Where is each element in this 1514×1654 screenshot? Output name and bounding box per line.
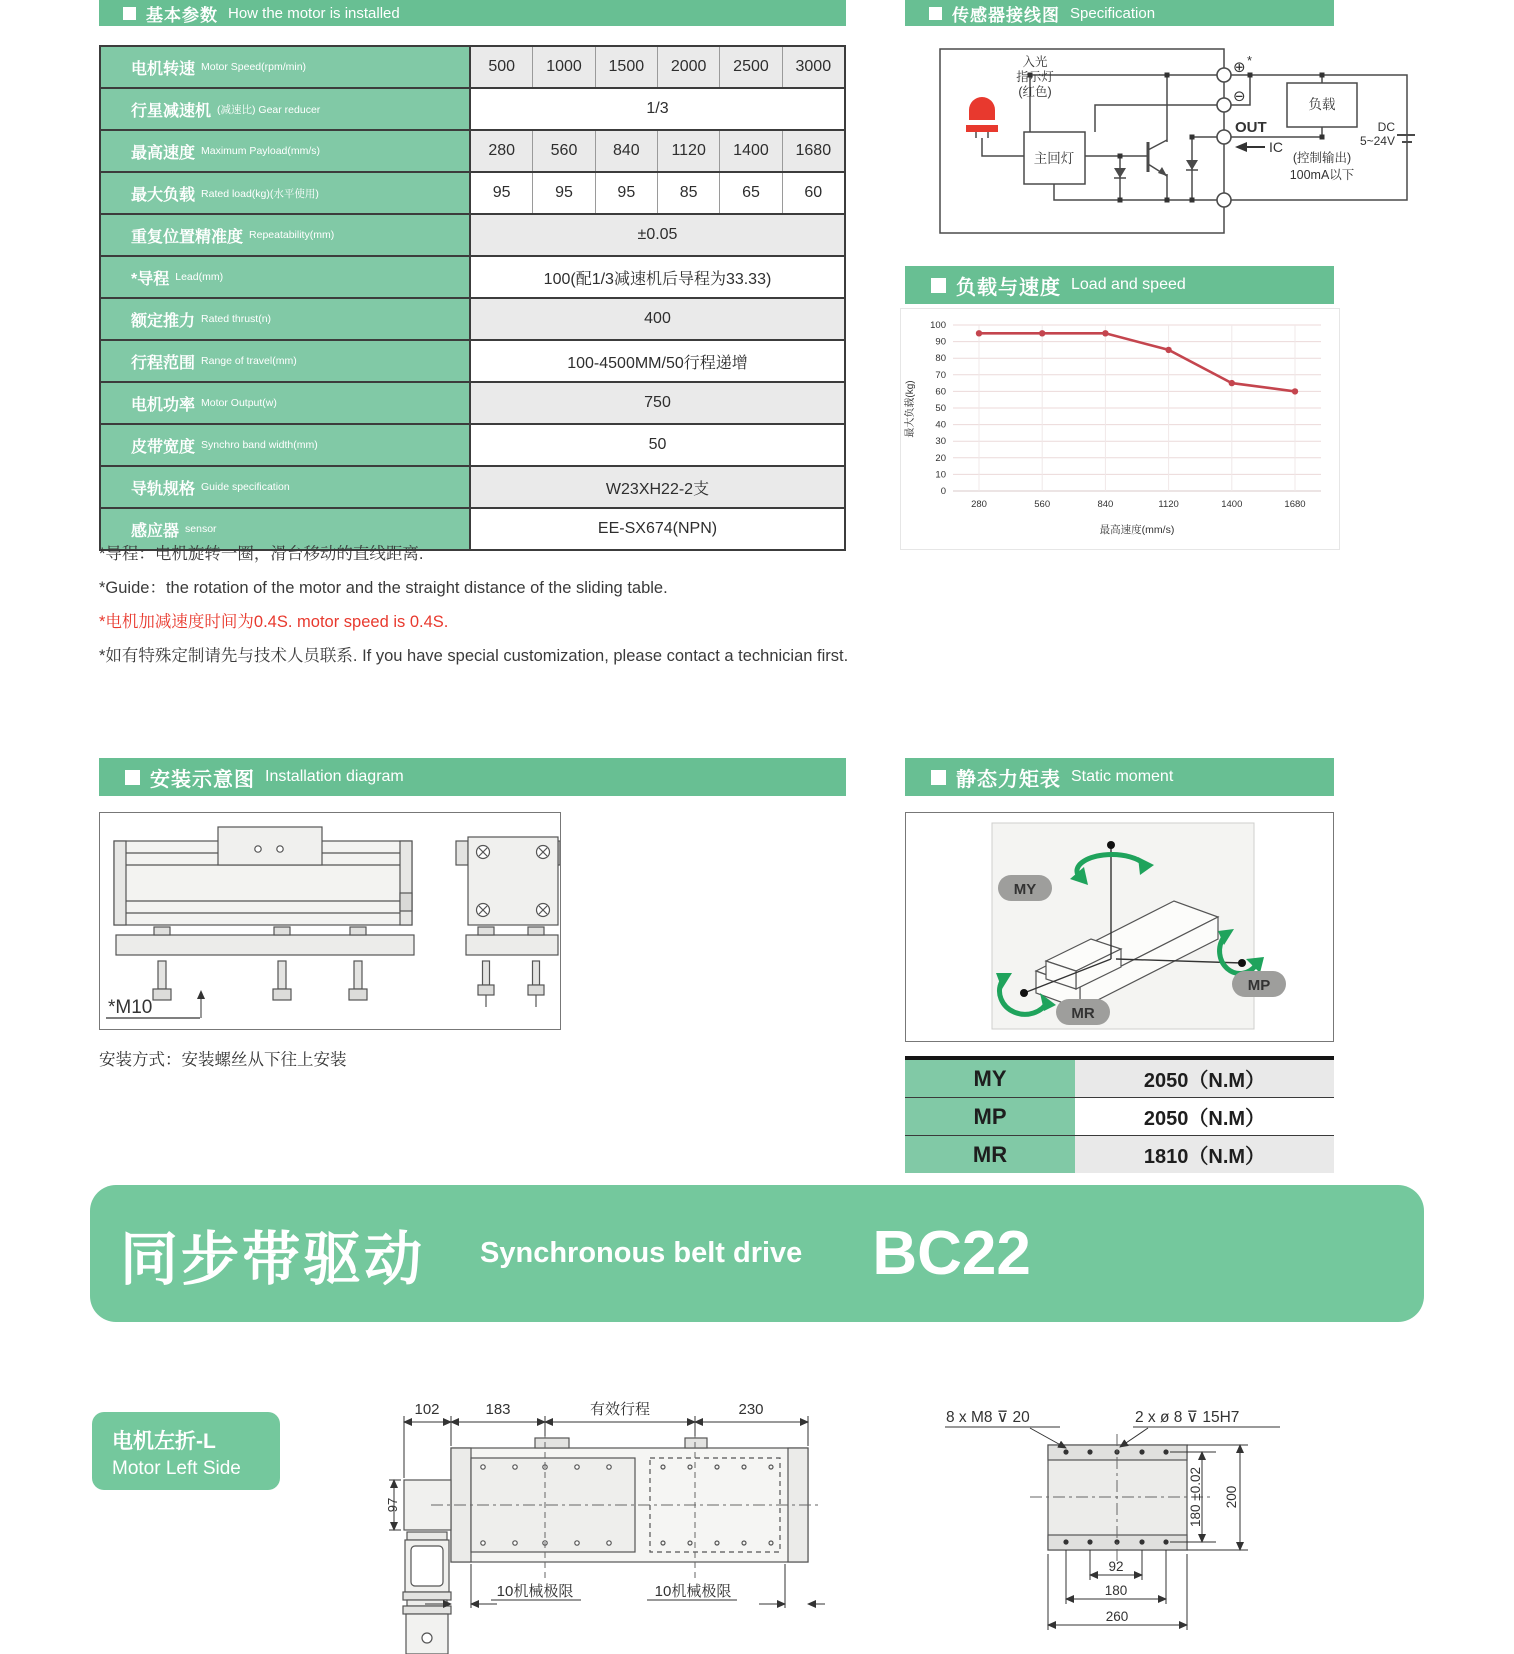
product-banner xyxy=(90,1185,1424,1322)
control-output-label: (控制输出) xyxy=(1292,151,1352,165)
spec-cell: 2000 xyxy=(658,47,720,87)
sensor-wiring-diagram xyxy=(935,40,1415,236)
mounting-plate-drawing xyxy=(880,1392,1310,1654)
spec-row-label: 感应器 sensor xyxy=(101,509,471,549)
led-label-line2: 指示灯 xyxy=(1016,70,1054,84)
note-line: *导程：电机旋转一圈，滑台移动的直线距离. xyxy=(99,545,424,563)
banner-model: BC22 xyxy=(872,1219,1031,1288)
dim-180: 180 xyxy=(1104,1583,1128,1598)
moment-table xyxy=(905,1056,1334,1173)
spec-cell: 1/3 xyxy=(471,89,844,129)
svg-text:560: 560 xyxy=(1034,499,1051,510)
svg-text:40: 40 xyxy=(935,419,946,431)
svg-text:20: 20 xyxy=(935,452,946,464)
top-view-drawing xyxy=(385,1392,825,1654)
section-title-zh: 负载与速度 xyxy=(956,276,1061,299)
dim-limit-right: 10机械极限 xyxy=(654,1583,732,1600)
spec-cell: 95 xyxy=(533,173,595,213)
voltage-label: 5~24V xyxy=(1359,134,1395,148)
out-label: OUT xyxy=(1235,119,1267,136)
m10-label: *M10 xyxy=(108,997,153,1018)
svg-text:280: 280 xyxy=(971,499,987,510)
spec-row-label: 电机功率 Motor Output(w) xyxy=(101,383,471,423)
svg-text:70: 70 xyxy=(935,369,946,381)
spec-cell: 50 xyxy=(471,425,844,465)
spec-cell: 280 xyxy=(471,131,533,171)
svg-text:1400: 1400 xyxy=(1221,499,1243,510)
current-limit-label: 100mA以下 xyxy=(1289,168,1355,182)
section-title-en: Specification xyxy=(1070,4,1156,22)
plus-terminal-label: ⊕ xyxy=(1233,59,1246,76)
asterisk-label: * xyxy=(1247,53,1253,68)
section-title-en: Load and speed xyxy=(1071,276,1186,293)
spec-row xyxy=(101,299,844,341)
section-bullet-icon xyxy=(931,770,946,785)
section-title-zh: 基本参数 xyxy=(146,5,218,25)
installation-diagram-box xyxy=(99,812,561,1030)
led-indicator-icon xyxy=(969,97,995,120)
spec-cell: 1000 xyxy=(533,47,595,87)
led-label-line1: 入光 xyxy=(1022,55,1048,69)
spec-row-label: 导轨规格 Guide specification xyxy=(101,467,471,507)
dim-200: 200 xyxy=(1224,1485,1239,1509)
spec-row-label: 行程范围 Range of travel(mm) xyxy=(101,341,471,381)
dim-230: 230 xyxy=(738,1401,764,1418)
mr-pill: MR xyxy=(1071,1005,1095,1022)
spec-row-label: 最高速度 Maximum Payload(mm/s) xyxy=(101,131,471,171)
spec-row-label: *导程 Lead(mm) xyxy=(101,257,471,297)
dim-180-tol: 180 ±0.02 xyxy=(1188,1467,1203,1527)
my-pill: MY xyxy=(1013,881,1037,898)
section-title-zh: 安装示意图 xyxy=(150,768,255,791)
spec-cell: 100-4500MM/50行程递增 xyxy=(471,341,844,381)
section-title-zh: 静态力矩表 xyxy=(956,768,1061,791)
spec-cell: 95 xyxy=(596,173,658,213)
spec-cell: 1120 xyxy=(658,131,720,171)
svg-text:80: 80 xyxy=(935,353,946,365)
spec-row xyxy=(101,131,844,173)
dim-97: 97 xyxy=(385,1497,400,1513)
svg-text:840: 840 xyxy=(1097,499,1114,510)
banner-title-zh: 同步带驱动 xyxy=(120,1226,426,1292)
minus-terminal-label: ⊖ xyxy=(1233,88,1246,105)
section-header-static-moment xyxy=(905,758,1334,796)
static-moment-diagram xyxy=(906,813,1333,1041)
spec-row-label: 皮带宽度 Synchro band width(mm) xyxy=(101,425,471,465)
section-title-zh: 传感器接线图 xyxy=(952,5,1060,25)
svg-text:90: 90 xyxy=(935,336,946,348)
moment-row xyxy=(905,1060,1334,1098)
spec-cell: 60 xyxy=(783,173,844,213)
spec-row-label: 额定推力 Rated thrust(n) xyxy=(101,299,471,339)
diode-icon xyxy=(1186,160,1198,170)
callout-m8: 8 x M8 ⊽ 20 xyxy=(946,1409,1030,1426)
section-header-sensor-wiring xyxy=(905,0,1334,26)
mp-pill: MP xyxy=(1247,977,1271,994)
note-line: *Guide：the rotation of the motor and the straight distance of the sliding table. xyxy=(99,579,668,597)
load-label: 负载 xyxy=(1308,97,1336,112)
static-moment-box xyxy=(905,812,1334,1042)
note-line: *如有特殊定制请先与技术人员联系. If you have special customization, please contact a technician first. xyxy=(99,647,849,665)
svg-text:1680: 1680 xyxy=(1284,499,1306,510)
installation-diagram xyxy=(100,813,560,1029)
section-title-en: How the motor is installed xyxy=(228,4,400,22)
spec-cell: 1500 xyxy=(596,47,658,87)
spec-cell: 560 xyxy=(533,131,595,171)
section-title-en: Installation diagram xyxy=(265,768,404,785)
spec-cell: 2500 xyxy=(720,47,782,87)
section-header-installation xyxy=(99,758,846,796)
dim-183: 183 xyxy=(485,1401,511,1418)
load-speed-chart xyxy=(901,309,1339,547)
moment-label: MR xyxy=(905,1136,1075,1173)
motor-elbow-block xyxy=(404,1480,451,1530)
svg-text:1120: 1120 xyxy=(1158,499,1179,510)
dim-92: 92 xyxy=(1108,1559,1124,1574)
spec-row xyxy=(101,173,844,215)
spec-cell: 840 xyxy=(596,131,658,171)
spec-row-label: 电机转速 Motor Speed(rpm/min) xyxy=(101,47,471,87)
ic-arrow-icon xyxy=(1235,142,1247,152)
svg-text:10: 10 xyxy=(935,469,946,481)
spec-row xyxy=(101,341,844,383)
spec-row xyxy=(101,89,844,131)
chart-ylabel: 最大负载(kg) xyxy=(905,380,916,438)
svg-text:0: 0 xyxy=(940,486,946,497)
spec-row xyxy=(101,215,844,257)
spec-cell: 400 xyxy=(471,299,844,339)
moment-label: MY xyxy=(905,1060,1075,1097)
motor-left-label-en: Motor Left Side xyxy=(112,1458,241,1479)
spec-cell: 3000 xyxy=(783,47,844,87)
section-header-basic-params xyxy=(99,0,846,26)
diode-icon xyxy=(1114,168,1126,178)
spec-table xyxy=(99,45,846,551)
spec-row xyxy=(101,383,844,425)
svg-text:50: 50 xyxy=(935,403,946,414)
spec-row-label: 最大负载 Rated load(kg)(水平使用) xyxy=(101,173,471,213)
moment-value: 2050（N.M） xyxy=(1075,1060,1334,1097)
dc-label: DC xyxy=(1377,120,1395,134)
spec-row xyxy=(101,467,844,509)
spec-cell: EE-SX674(NPN) xyxy=(471,509,844,549)
note-line: *电机加减速度时间为0.4S. motor speed is 0.4S. xyxy=(99,613,449,631)
spec-cell: ±0.05 xyxy=(471,215,844,255)
spec-cell: 1400 xyxy=(720,131,782,171)
moment-row xyxy=(905,1136,1334,1173)
section-header-load-speed xyxy=(905,266,1334,304)
motor-left-label-zh: 电机左折-L xyxy=(112,1430,216,1453)
dim-102: 102 xyxy=(414,1401,440,1418)
installation-caption: 安装方式：安装螺丝从下往上安装 xyxy=(99,1051,347,1069)
mounting-plate xyxy=(116,935,414,955)
moment-row xyxy=(905,1098,1334,1136)
spec-cell: 100(配1/3减速机后导程为33.33) xyxy=(471,257,844,297)
dim-260: 260 xyxy=(1105,1609,1129,1624)
spec-cell: 500 xyxy=(471,47,533,87)
moment-value: 2050（N.M） xyxy=(1075,1098,1334,1135)
banner-title-en: Synchronous belt drive xyxy=(480,1237,803,1269)
section-bullet-icon xyxy=(123,7,136,20)
spec-row-label: 行星减速机 (减速比) Gear reducer xyxy=(101,89,471,129)
led-label-line3: (红色) xyxy=(1018,85,1052,99)
section-title-en: Static moment xyxy=(1071,768,1174,785)
spec-cell: 750 xyxy=(471,383,844,423)
motor-left-label xyxy=(92,1412,280,1490)
spec-row xyxy=(101,47,844,89)
spec-cell: W23XH22-2支 xyxy=(471,467,844,507)
load-speed-chart-box xyxy=(900,308,1340,550)
svg-text:60: 60 xyxy=(935,386,946,398)
svg-text:100: 100 xyxy=(930,320,946,331)
dim-limit-left: 10机械极限 xyxy=(496,1583,574,1600)
section-bullet-icon xyxy=(931,278,946,293)
spec-cell: 95 xyxy=(471,173,533,213)
ic-label: IC xyxy=(1269,139,1283,155)
moment-label: MP xyxy=(905,1098,1075,1135)
section-bullet-icon xyxy=(929,7,942,20)
callout-dowel: 2 x ø 8 ⊽ 15H7 xyxy=(1135,1409,1240,1426)
chart-xlabel: 最高速度(mm/s) xyxy=(1099,524,1175,536)
moment-value: 1810（N.M） xyxy=(1075,1136,1334,1173)
spec-row xyxy=(101,425,844,467)
spec-row-label: 重复位置精准度 Repeatability(mm) xyxy=(101,215,471,255)
mounting-plate xyxy=(466,935,558,955)
spec-cell: 65 xyxy=(720,173,782,213)
main-lamp-label: 主回灯 xyxy=(1033,151,1075,166)
slider-block xyxy=(218,827,322,865)
spec-cell: 85 xyxy=(658,173,720,213)
mounting-bolts xyxy=(153,961,544,1007)
section-bullet-icon xyxy=(125,770,140,785)
spec-cell: 1680 xyxy=(783,131,844,171)
dim-stroke-label: 有效行程 xyxy=(589,1401,651,1418)
svg-text:30: 30 xyxy=(935,436,946,448)
spec-row xyxy=(101,257,844,299)
notes xyxy=(99,540,848,676)
